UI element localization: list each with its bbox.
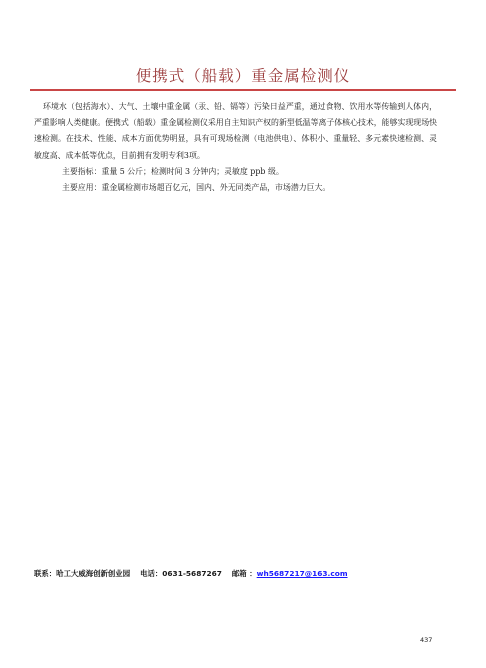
specs-paragraph: 主要指标：重量 5 公斤；检测时间 3 分钟内；灵敏度 ppb 级。 bbox=[62, 166, 284, 176]
page-number: 437 bbox=[420, 636, 433, 644]
page-title: 便携式（船载）重金属检测仪 bbox=[135, 67, 351, 85]
body-text bbox=[34, 99, 437, 196]
intro-paragraph: 环境水（包括海水）、大气、土壤中重金属（汞、铅、镉等）污染日益严重，通过食物、饮用水等传输到人体内，严重影响人类健康。便携式（船载）重金属检测仪采用自主知识产权的新型低温等离子体核心技术，能够实现现场快速检测。在技术、性能、成本方面优势明显，具有可现场检测（电池供电）、体积小、重量轻、多元素快速检测、灵敏度高、成本低等优点，目前拥有发明专利3项。 bbox=[34, 102, 437, 160]
applications-paragraph: 主要应用：重金属检测市场超百亿元，国内、外无同类产品，市场潜力巨大。 bbox=[62, 183, 331, 193]
contact-email-label: 邮箱 ： bbox=[231, 569, 257, 578]
contact-email-link[interactable]: wh5687217@163.com bbox=[256, 569, 348, 578]
contact-line bbox=[34, 568, 454, 579]
contact-label: 联系：哈工大威海创新创业园 bbox=[34, 569, 131, 578]
contact-phone: 电话：0631-5687267 bbox=[140, 569, 222, 578]
title-divider bbox=[30, 89, 456, 91]
